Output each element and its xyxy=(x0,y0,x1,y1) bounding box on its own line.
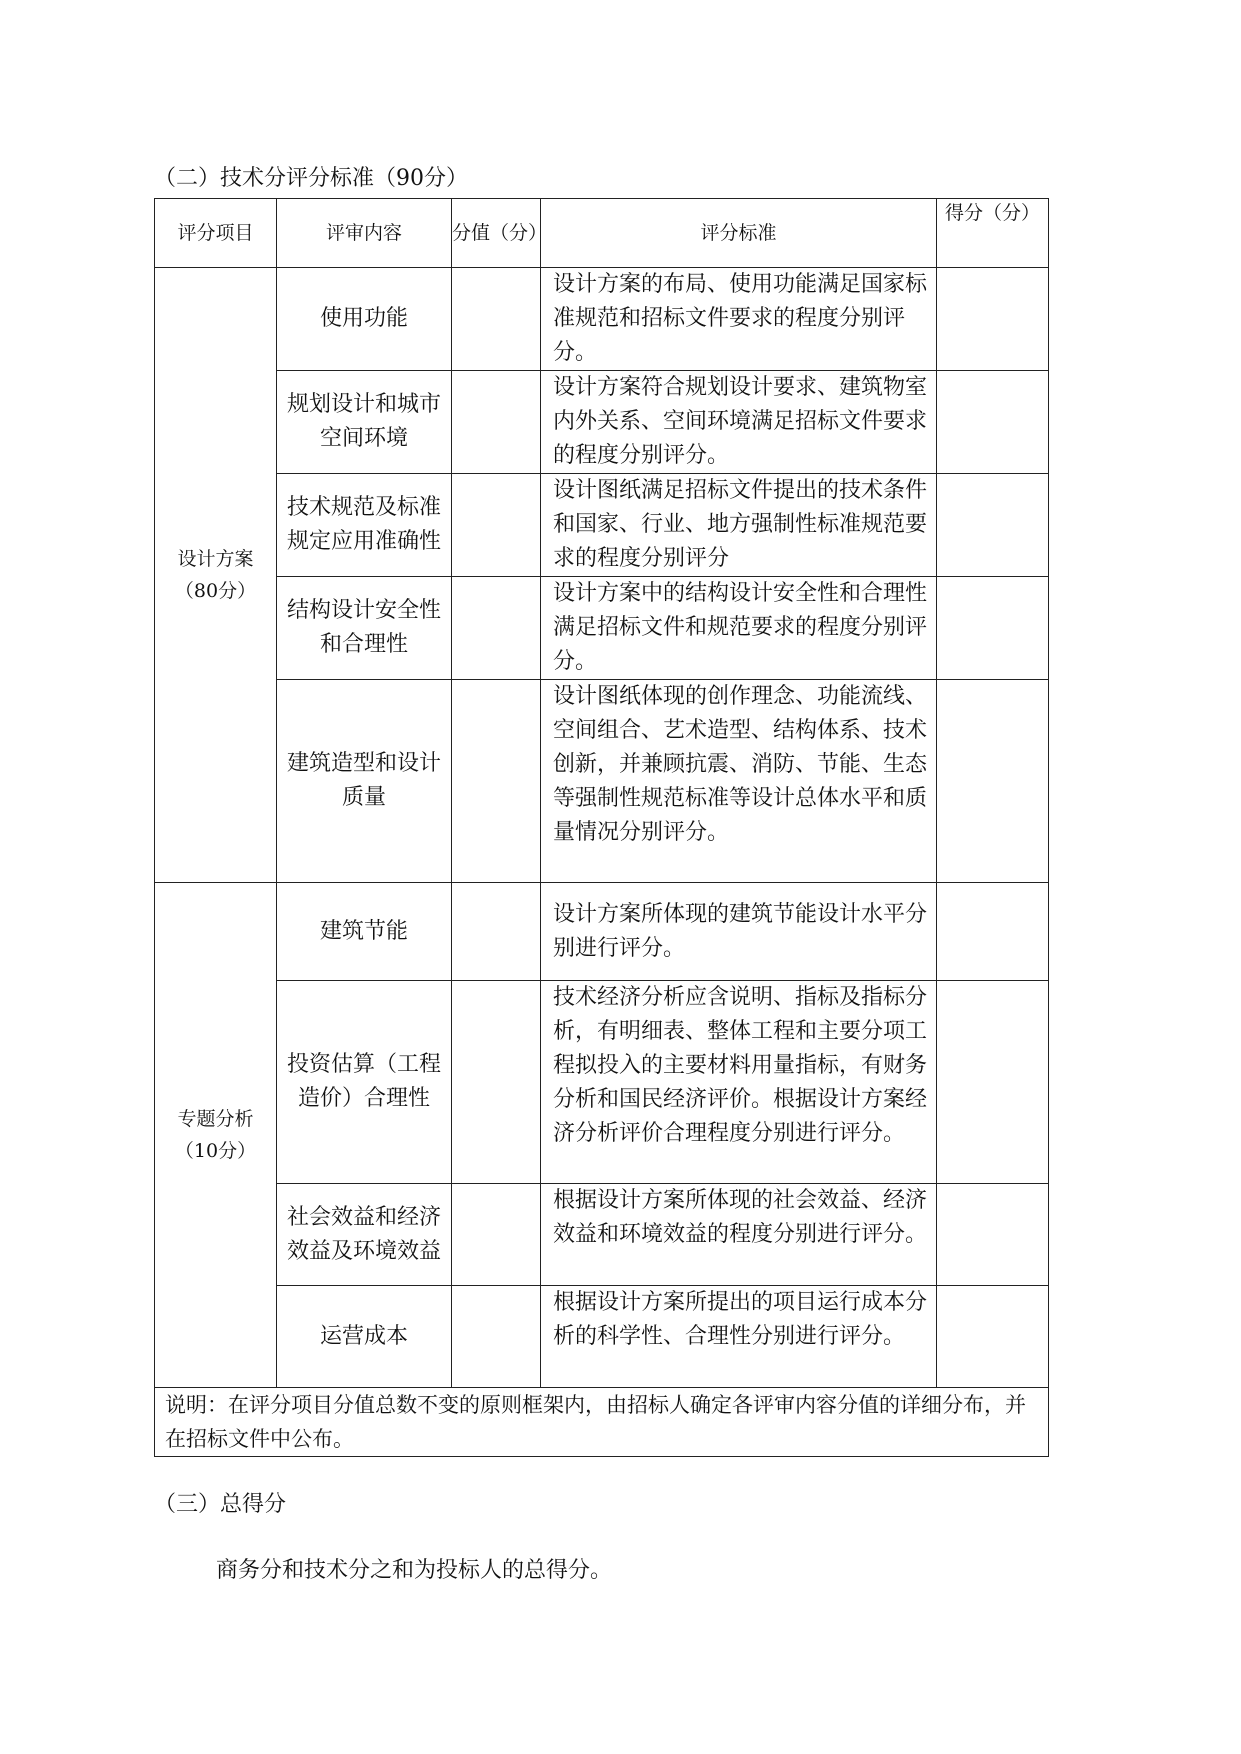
scoring-criteria: 设计方案符合规划设计要求、建筑物室内外关系、空间环境满足招标文件要求的程度分别评分。 xyxy=(541,371,937,474)
scoring-criteria: 设计方案所体现的建筑节能设计水平分别进行评分。 xyxy=(541,883,937,981)
points-cell xyxy=(452,474,541,577)
points-cell xyxy=(452,1286,541,1388)
score-cell xyxy=(937,1184,1049,1286)
score-cell xyxy=(937,680,1049,883)
section-title-technical-score: （二）技术分评分标准（90分） xyxy=(154,166,468,191)
review-content: 投资估算（工程造价）合理性 xyxy=(277,981,452,1184)
review-content: 建筑造型和设计质量 xyxy=(277,680,452,883)
header-item: 评分项目 xyxy=(155,199,277,268)
table-row xyxy=(155,883,1049,981)
scoring-criteria: 设计图纸体现的创作理念、功能流线、空间组合、艺术造型、结构体系、技术创新，并兼顾抗震、消防、节能、生态等强制性规范标准等设计总体水平和质量情况分别评分。 xyxy=(541,680,937,883)
score-cell xyxy=(937,474,1049,577)
table-note-row xyxy=(155,1388,1049,1457)
table-row xyxy=(155,1286,1049,1388)
points-cell xyxy=(452,680,541,883)
scoring-criteria: 设计图纸满足招标文件提出的技术条件和国家、行业、地方强制性标准规范要求的程度分别评分 xyxy=(541,474,937,577)
points-cell xyxy=(452,981,541,1184)
review-content: 规划设计和城市空间环境 xyxy=(277,371,452,474)
table-row xyxy=(155,474,1049,577)
header-score: 得分（分） xyxy=(937,199,1049,268)
review-content: 使用功能 xyxy=(277,268,452,371)
score-cell xyxy=(937,371,1049,474)
header-content: 评审内容 xyxy=(277,199,452,268)
table-row xyxy=(155,1184,1049,1286)
score-cell xyxy=(937,577,1049,680)
review-content: 技术规范及标准规定应用准确性 xyxy=(277,474,452,577)
section-title-total-score: （三）总得分 xyxy=(154,1492,287,1517)
score-cell xyxy=(937,981,1049,1184)
category-design-scheme: 设计方案（80分） xyxy=(155,268,277,883)
review-content: 结构设计安全性和合理性 xyxy=(277,577,452,680)
scoring-criteria: 根据设计方案所体现的社会效益、经济效益和环境效益的程度分别进行评分。 xyxy=(541,1184,937,1286)
review-content: 运营成本 xyxy=(277,1286,452,1388)
scoring-criteria: 设计方案的布局、使用功能满足国家标准规范和招标文件要求的程度分别评分。 xyxy=(541,268,937,371)
table-note: 说明：在评分项目分值总数不变的原则框架内，由招标人确定各评审内容分值的详细分布，并在招标文件中公布。 xyxy=(155,1388,1049,1457)
header-points: 分值（分） xyxy=(452,199,541,268)
points-cell xyxy=(452,577,541,680)
technical-score-table xyxy=(154,198,1049,1457)
score-cell xyxy=(937,883,1049,981)
table-row xyxy=(155,268,1049,371)
points-cell xyxy=(452,883,541,981)
table-header-row xyxy=(155,199,1049,268)
table-row xyxy=(155,680,1049,883)
header-criteria: 评分标准 xyxy=(541,199,937,268)
review-content: 社会效益和经济效益及环境效益 xyxy=(277,1184,452,1286)
score-cell xyxy=(937,1286,1049,1388)
table-row xyxy=(155,981,1049,1184)
scoring-criteria: 根据设计方案所提出的项目运行成本分析的科学性、合理性分别进行评分。 xyxy=(541,1286,937,1388)
score-cell xyxy=(937,268,1049,371)
points-cell xyxy=(452,268,541,371)
review-content: 建筑节能 xyxy=(277,883,452,981)
table-row xyxy=(155,371,1049,474)
points-cell xyxy=(452,1184,541,1286)
scoring-criteria: 设计方案中的结构设计安全性和合理性满足招标文件和规范要求的程度分别评分。 xyxy=(541,577,937,680)
scoring-criteria: 技术经济分析应含说明、指标及指标分析，有明细表、整体工程和主要分项工程拟投入的主要材料用量指标，有财务分析和国民经济评价。根据设计方案经济分析评价合理程度分别进行评分。 xyxy=(541,981,937,1184)
points-cell xyxy=(452,371,541,474)
category-special-analysis: 专题分析（10分） xyxy=(155,883,277,1388)
total-score-paragraph: 商务分和技术分之和为投标人的总得分。 xyxy=(216,1558,613,1583)
table-row xyxy=(155,577,1049,680)
